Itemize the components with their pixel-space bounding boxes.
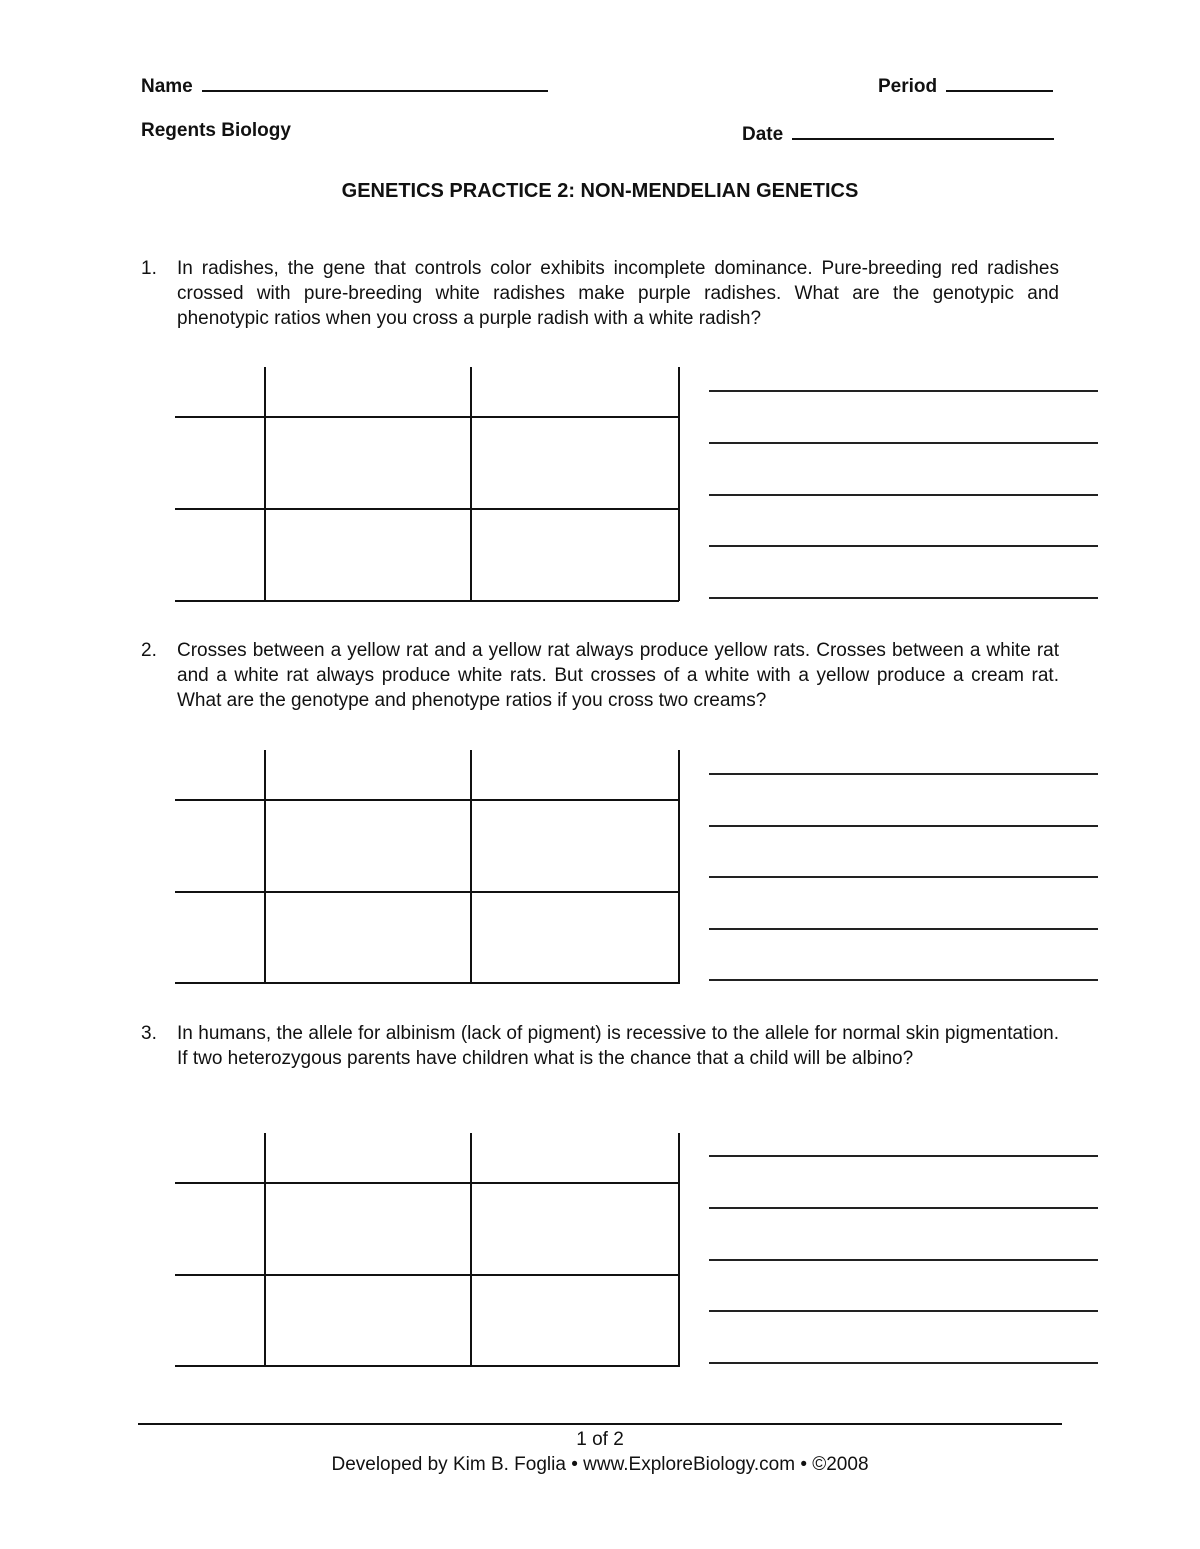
- question-number: 3.: [141, 1023, 157, 1044]
- answer-line[interactable]: [709, 773, 1098, 775]
- page-number: 1 of 2: [576, 1429, 624, 1450]
- period-label: Period: [878, 76, 938, 97]
- course-label: Regents Biology: [141, 120, 291, 141]
- date-label: Date: [742, 124, 784, 145]
- question-text: In humans, the allele for albinism (lack of pigment) is recessive to the allele for normal skin pigmentation. If two heterozygous parents have children what is the chance that a child will be albino?: [177, 1023, 1059, 1069]
- period-blank[interactable]: [946, 72, 1053, 92]
- question-1: [141, 256, 1059, 331]
- date-blank[interactable]: [792, 120, 1054, 140]
- question-text: In radishes, the gene that controls color exhibits incomplete dominance. Pure-breeding red radishes crossed with pure-breeding white radishes make purple radishes. What are the genotypic and phenotypic ratios when you cross a purple radish with a white radish?: [177, 258, 1059, 329]
- answer-line[interactable]: [709, 442, 1098, 444]
- answer-line[interactable]: [709, 597, 1098, 599]
- period-field[interactable]: [878, 72, 1053, 98]
- name-label: Name: [141, 76, 193, 97]
- question-number: 2.: [141, 640, 157, 661]
- question-2: [141, 638, 1059, 713]
- footer-divider: [138, 1423, 1062, 1425]
- answer-line[interactable]: [709, 1259, 1098, 1261]
- date-field[interactable]: [742, 120, 1054, 146]
- answer-line[interactable]: [709, 1207, 1098, 1209]
- answer-line[interactable]: [709, 928, 1098, 930]
- answer-line[interactable]: [709, 1155, 1098, 1157]
- question-number: 1.: [141, 258, 157, 279]
- question-text: Crosses between a yellow rat and a yellow rat always produce yellow rats. Crosses between a white rat and a white rat always produce white rats. But crosses of a white with a yellow produce a cream rat. What are the genotype and phenotype ratios if you cross two creams?: [177, 640, 1059, 711]
- answer-line[interactable]: [709, 494, 1098, 496]
- answer-line[interactable]: [709, 1362, 1098, 1364]
- answer-line[interactable]: [709, 1310, 1098, 1312]
- answer-line[interactable]: [709, 390, 1098, 392]
- name-blank[interactable]: [202, 72, 548, 92]
- answer-line[interactable]: [709, 825, 1098, 827]
- footer-credit: Developed by Kim B. Foglia • www.ExploreBiology.com • ©2008: [331, 1454, 869, 1475]
- answer-line[interactable]: [709, 545, 1098, 547]
- answer-line[interactable]: [709, 979, 1098, 981]
- question-3: [141, 1021, 1059, 1071]
- name-field[interactable]: [141, 72, 548, 98]
- worksheet-title: GENETICS PRACTICE 2: NON-MENDELIAN GENETICS: [341, 180, 859, 202]
- answer-line[interactable]: [709, 876, 1098, 878]
